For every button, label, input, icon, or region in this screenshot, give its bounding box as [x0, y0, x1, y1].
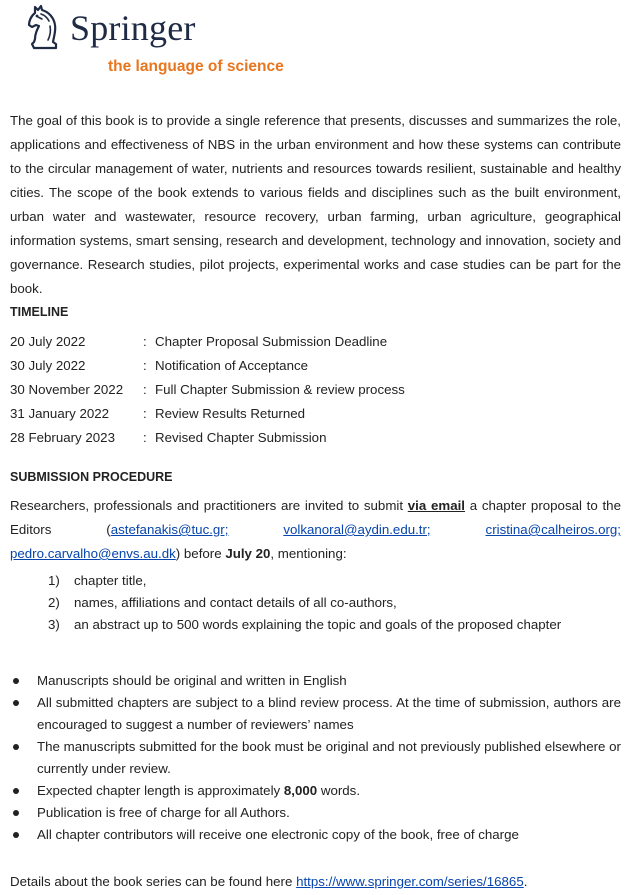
- numbered-item: [48, 614, 608, 636]
- item-number: 2): [48, 595, 60, 610]
- timeline-event: Full Chapter Submission & review process: [155, 382, 405, 397]
- timeline-event: Notification of Acceptance: [155, 358, 309, 373]
- springer-logo: [24, 4, 304, 80]
- timeline-separator: :: [143, 406, 147, 421]
- bullet-text: The manuscripts submitted for the book must be original and not previously published elsewhere or currently under review.: [37, 739, 621, 776]
- timeline-event: Review Results Returned: [155, 406, 306, 421]
- submission-paragraph: [10, 494, 621, 566]
- submission-text: Researchers, professionals and practitioners are invited to submit: [10, 498, 408, 513]
- brand-tagline: the language of science: [108, 58, 284, 75]
- bullet-icon: [13, 788, 19, 794]
- timeline-date: 31 January 2022: [10, 406, 110, 421]
- via-email-text: via email: [407, 498, 465, 513]
- series-link[interactable]: https://www.springer.com/series/16865: [296, 874, 524, 889]
- timeline-heading: TIMELINE: [10, 305, 69, 319]
- bullet-item: [10, 824, 621, 846]
- springer-horse-icon: [26, 4, 64, 52]
- bullet-item: [10, 736, 621, 780]
- guidelines-list: [10, 670, 621, 846]
- item-number: 1): [48, 573, 60, 588]
- bullet-icon: [13, 810, 19, 816]
- bullet-icon: [13, 678, 19, 684]
- timeline-row: [10, 330, 621, 354]
- timeline-separator: :: [143, 334, 147, 349]
- submission-text: , mentioning:: [270, 546, 347, 561]
- bullet-text: Manuscripts should be original and written in English: [37, 673, 347, 688]
- timeline-separator: :: [143, 382, 147, 397]
- bullet-icon: [13, 832, 19, 838]
- deadline-text: July 20: [225, 546, 271, 561]
- bullet-text: Expected chapter length is approximately: [37, 783, 284, 798]
- footer-line: [10, 871, 621, 893]
- bullet-text: Publication is free of charge for all Authors.: [37, 805, 290, 820]
- intro-paragraph: The goal of this book is to provide a single reference that presents, discusses and summarizes the role, applications and effectiveness of NBS in the urban environment and how these systems can contribute to the circular management of water, nutrients and resources towards resilient, sustainable and healthy cities. The scope of the book extends to various fields and disciplines such as the built environment, urban water and wastewater, resource recovery, urban farming, urban agriculture, geographical information systems, smart sensing, research and development, technology and innovation, society and governance. Research studies, pilot projects, experimental works and case studies can be part for the book.: [10, 113, 621, 296]
- numbered-item: [48, 570, 608, 592]
- bullet-item: [10, 802, 621, 824]
- item-text: chapter title,: [74, 573, 147, 588]
- item-number: 3): [48, 617, 60, 632]
- timeline-date: 30 July 2022: [10, 358, 86, 373]
- email-link-volkanoral[interactable]: volkanoral@aydin.edu.tr;: [283, 522, 431, 537]
- word-count: 8,000: [283, 783, 318, 798]
- timeline-row: [10, 378, 621, 402]
- bullet-item: [10, 780, 621, 802]
- email-link-astefanakis[interactable]: astefanakis@tuc.gr;: [110, 522, 229, 537]
- footer-end: .: [523, 874, 528, 889]
- timeline-event: Chapter Proposal Submission Deadline: [155, 334, 388, 349]
- bullet-item: [10, 670, 621, 692]
- bullet-text: words.: [317, 783, 361, 798]
- bullet-item: [10, 692, 621, 736]
- footer-text: Details about the book series can be found here: [10, 874, 297, 889]
- email-link-pedro[interactable]: pedro.carvalho@envs.au.dk: [10, 546, 176, 561]
- item-text: an abstract up to 500 words explaining the topic and goals of the proposed chapter: [74, 617, 562, 632]
- timeline-date: 30 November 2022: [10, 382, 124, 397]
- submission-text: a chapter proposal to the Editors (: [10, 498, 621, 537]
- timeline-row: [10, 402, 621, 426]
- bullet-text: All submitted chapters are subject to a blind review process. At the time of submission, authors are encouraged to suggest a number of reviewers’ names: [37, 695, 621, 732]
- numbered-item: [48, 592, 608, 614]
- timeline-list: [10, 330, 621, 450]
- email-link-cristina[interactable]: cristina@calheiros.org;: [485, 522, 621, 537]
- bullet-icon: [13, 700, 19, 706]
- submission-heading: SUBMISSION PROCEDURE: [10, 470, 173, 484]
- bullet-icon: [13, 744, 19, 750]
- timeline-event: Revised Chapter Submission: [155, 430, 327, 445]
- timeline-date: 20 July 2022: [10, 334, 86, 349]
- bullet-text: All chapter contributors will receive one electronic copy of the book, free of charge: [37, 827, 519, 842]
- timeline-separator: :: [143, 358, 147, 373]
- submission-text: ) before: [175, 546, 226, 561]
- timeline-row: [10, 354, 621, 378]
- timeline-separator: :: [143, 430, 147, 445]
- timeline-date: 28 February 2023: [10, 430, 115, 445]
- proposal-requirements-list: [48, 570, 608, 636]
- item-text: names, affiliations and contact details of all co-authors,: [74, 595, 397, 610]
- timeline-row: [10, 426, 621, 450]
- brand-name: Springer: [70, 8, 196, 48]
